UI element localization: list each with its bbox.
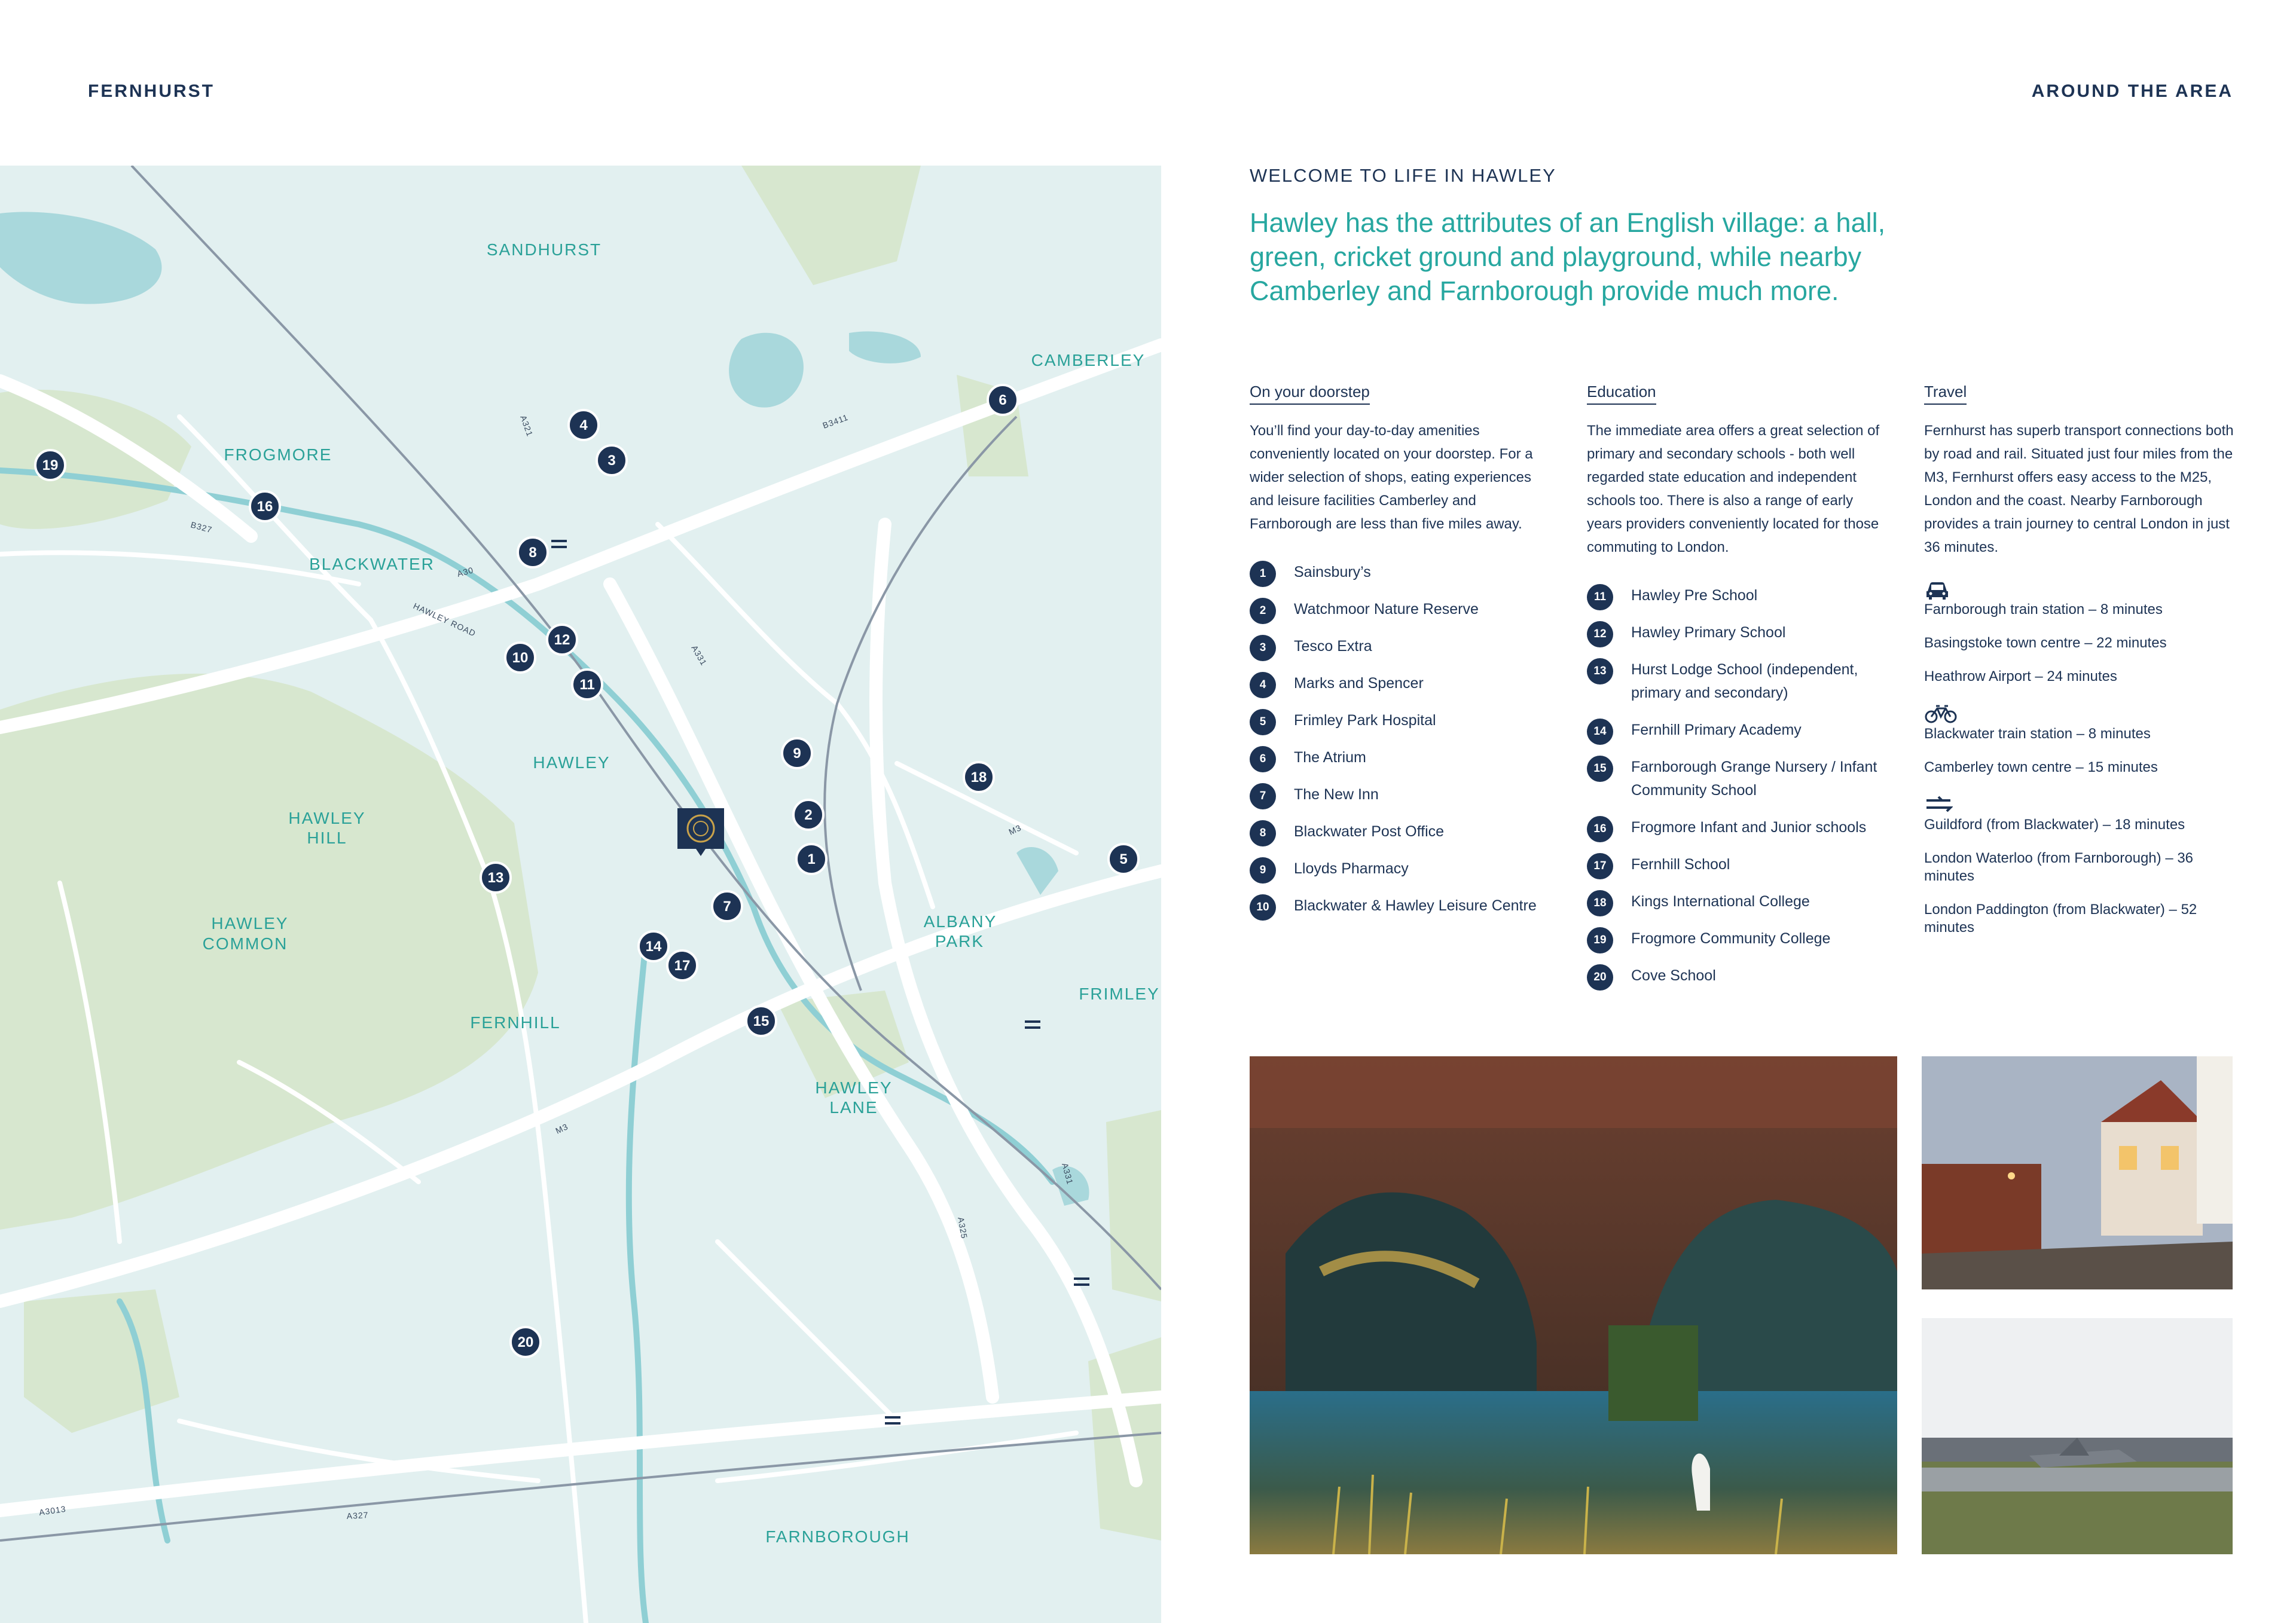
number-badge: 2 [1250, 598, 1276, 624]
list-item-label: Sainsbury’s [1294, 564, 1371, 580]
car-icon [1924, 577, 1950, 601]
travel-time-item: London Paddington (from Blackwater) – 52 minutes [1924, 901, 2197, 936]
travel-time-item: Basingstoke town centre – 22 minutes [1924, 635, 2167, 651]
place-label: HILL [307, 829, 347, 847]
map-pin[interactable] [746, 1006, 776, 1036]
road-label: A321 [518, 414, 535, 438]
doorstep-heading: On your doorstep [1250, 383, 1370, 405]
travel-time-item: London Waterloo (from Farnborough) – 36 minutes [1924, 850, 2194, 884]
list-item-label: Frimley Park Hospital [1294, 712, 1436, 729]
numbered-list-item [1250, 746, 1555, 769]
list-item-label: The New Inn [1294, 786, 1379, 803]
header-left: FERNHURST [88, 81, 215, 101]
map-pin[interactable] [964, 762, 994, 792]
number-badge: 14 [1587, 719, 1613, 745]
list-item-label: Cove School [1631, 967, 1716, 984]
number-badge: 4 [1250, 672, 1276, 698]
numbered-list-item [1587, 816, 1892, 839]
map-pin[interactable] [505, 643, 535, 673]
doorstep-body: You’ll find your day-to-day amenities conveniently located on your doorstep. For a wider selection of shops, eating experiences and leisure facilities Camberley and Farnborough are less than five miles away. [1250, 423, 1533, 532]
number-badge: 19 [1587, 927, 1613, 953]
map-pin[interactable] [569, 410, 599, 440]
map-pin[interactable] [1109, 844, 1138, 874]
numbered-list-item [1250, 672, 1555, 695]
map-pin[interactable] [712, 891, 742, 921]
number-badge: 9 [1250, 857, 1276, 884]
map-pin[interactable] [518, 537, 548, 567]
road-label: HAWLEY ROAD [411, 601, 478, 638]
map-pin[interactable] [639, 931, 668, 961]
map-pin[interactable] [35, 450, 65, 480]
travel-time-item: Blackwater train station – 8 minutes [1924, 726, 2151, 742]
svg-text:16: 16 [257, 499, 273, 515]
number-badge: 6 [1250, 746, 1276, 772]
number-badge: 15 [1587, 756, 1613, 782]
map-pin[interactable] [597, 445, 627, 475]
place-label: ALBANY [923, 912, 997, 931]
numbered-list-item [1587, 964, 1892, 988]
car-travel-group [1924, 577, 2235, 686]
schools-list [1587, 584, 1892, 988]
numbered-list-item [1250, 783, 1555, 806]
numbered-list-item [1250, 709, 1555, 732]
list-item-label: Marks and Spencer [1294, 675, 1424, 692]
map-pin[interactable] [481, 863, 511, 893]
place-label: FARNBOROUGH [765, 1527, 910, 1546]
svg-text:14: 14 [645, 939, 662, 955]
place-label: FRIMLEY [1079, 985, 1160, 1003]
numbered-list-item [1250, 894, 1555, 918]
place-label: SANDHURST [486, 240, 602, 259]
list-item-label: Blackwater Post Office [1294, 823, 1445, 840]
numbered-list-item [1587, 658, 1892, 705]
travel-column [1924, 383, 2235, 952]
map-graphic [0, 166, 1161, 1623]
place-label: LANE [829, 1098, 878, 1117]
number-badge: 17 [1587, 853, 1613, 879]
numbered-list-item [1587, 584, 1892, 607]
place-label: BLACKWATER [309, 555, 435, 573]
travel-time-item: Farnborough train station – 8 minutes [1924, 601, 2163, 618]
svg-text:7: 7 [723, 898, 731, 915]
intro-kicker: WELCOME TO LIFE IN HAWLEY [1250, 165, 1556, 186]
map-pin[interactable] [250, 491, 280, 521]
travel-time-item: Guildford (from Blackwater) – 18 minutes [1924, 817, 2185, 833]
map-pin[interactable] [796, 844, 826, 874]
number-badge: 7 [1250, 783, 1276, 809]
development-marker-icon [677, 808, 724, 856]
train-icon [1924, 792, 1953, 816]
doorstep-column [1250, 383, 1555, 931]
place-label: FERNHILL [470, 1013, 561, 1032]
svg-text:6: 6 [999, 392, 1007, 408]
road-label: A325 [956, 1216, 970, 1240]
numbered-list-item [1587, 890, 1892, 913]
bridge-river-photo [1250, 1056, 1897, 1554]
village-street-photo [1922, 1056, 2233, 1289]
numbered-list-item [1587, 719, 1892, 742]
list-item-label: Lloyds Pharmacy [1294, 860, 1409, 877]
number-badge: 10 [1250, 894, 1276, 921]
train-travel-list [1924, 816, 2235, 937]
place-label: FROGMORE [224, 445, 332, 464]
place-label: HAWLEY [815, 1078, 893, 1097]
road-label: A30 [456, 565, 475, 579]
numbered-list-item [1250, 857, 1555, 881]
road-label: M3 [554, 1121, 570, 1136]
number-badge: 13 [1587, 658, 1613, 684]
svg-text:13: 13 [487, 870, 504, 886]
travel-body: Fernhurst has superb transport connections both by road and rail. Situated just four miles from the M3, Fernhurst offers easy access to the M25, London and the coast. Nearby Farnborough provides a train journey to central London in just 36 minutes. [1924, 423, 2234, 555]
map-pin[interactable] [547, 625, 577, 655]
list-item-label: Kings International College [1631, 893, 1810, 910]
list-item-label: Hawley Primary School [1631, 624, 1786, 641]
map-pin[interactable] [667, 950, 697, 980]
road-label: A331 [689, 643, 709, 668]
number-badge: 5 [1250, 709, 1276, 735]
number-badge: 1 [1250, 561, 1276, 587]
number-badge: 3 [1250, 635, 1276, 661]
amenities-list [1250, 561, 1555, 918]
svg-text:4: 4 [579, 417, 588, 433]
intro-headline: Hawley has the attributes of an English village: a hall, green, cricket ground and playground, while nearby Camberley and Farnborough provide much more. [1250, 207, 1886, 306]
list-item-label: Fernhill School [1631, 856, 1730, 873]
number-badge: 12 [1587, 621, 1613, 647]
education-column [1587, 383, 1892, 1001]
map-pin[interactable] [793, 800, 823, 830]
number-badge: 20 [1587, 964, 1613, 991]
number-badge: 8 [1250, 820, 1276, 846]
road-label: M3 [1007, 823, 1023, 837]
list-item-label: Blackwater & Hawley Leisure Centre [1294, 897, 1537, 914]
train-travel-group [1924, 792, 2235, 937]
car-travel-list [1924, 601, 2235, 686]
education-body: The immediate area offers a great selection of primary and secondary schools - both well regarded state education and independent schools too. There is also a range of early years providers conveniently located for those commuting to London. [1587, 423, 1880, 555]
svg-text:11: 11 [579, 677, 595, 693]
numbered-list-item [1587, 756, 1892, 802]
bicycle-icon [1924, 701, 1958, 725]
svg-text:8: 8 [529, 545, 537, 561]
svg-text:1: 1 [807, 851, 816, 867]
map-pin[interactable] [782, 738, 812, 768]
place-label: HAWLEY [533, 753, 610, 772]
bike-travel-list [1924, 725, 2235, 777]
svg-text:10: 10 [512, 650, 529, 666]
numbered-list-item [1587, 927, 1892, 950]
numbered-list-item [1250, 561, 1555, 584]
list-item-label: The Atrium [1294, 749, 1366, 766]
airshow-photo [1922, 1318, 2233, 1554]
map-pin[interactable] [572, 670, 602, 699]
svg-text:19: 19 [42, 457, 59, 473]
map-pin[interactable] [511, 1327, 541, 1357]
svg-text:18: 18 [970, 769, 987, 785]
list-item-label: Fernhill Primary Academy [1631, 722, 1802, 738]
travel-heading: Travel [1924, 383, 1967, 405]
travel-time-item: Heathrow Airport – 24 minutes [1924, 668, 2117, 684]
map-pin[interactable] [988, 385, 1018, 415]
education-heading: Education [1587, 383, 1656, 405]
numbered-list-item [1587, 853, 1892, 876]
list-item-label: Hawley Pre School [1631, 587, 1758, 604]
svg-text:5: 5 [1119, 851, 1128, 867]
list-item-label: Tesco Extra [1294, 638, 1372, 655]
list-item-label: Farnborough Grange Nursery / Infant Community School [1631, 759, 1877, 799]
svg-text:9: 9 [793, 745, 801, 762]
road-label: B327 [190, 519, 213, 535]
numbered-list-item [1250, 635, 1555, 658]
list-item-label: Hurst Lodge School (independent, primary and secondary) [1631, 661, 1858, 701]
place-label: CAMBERLEY [1031, 351, 1146, 369]
list-item-label: Watchmoor Nature Reserve [1294, 601, 1479, 618]
svg-text:2: 2 [804, 807, 813, 823]
place-label: HAWLEY [211, 914, 289, 933]
svg-text:12: 12 [554, 632, 570, 648]
place-label: HAWLEY [288, 809, 366, 827]
travel-time-item: Camberley town centre – 15 minutes [1924, 759, 2158, 775]
svg-text:20: 20 [517, 1334, 534, 1350]
number-badge: 16 [1587, 816, 1613, 842]
place-label: PARK [935, 932, 985, 950]
numbered-list-item [1250, 820, 1555, 843]
road-label: B3411 [821, 412, 850, 430]
header-right: AROUND THE AREA [2031, 81, 2233, 101]
road-label: A331 [1060, 1162, 1076, 1186]
list-item-label: Frogmore Community College [1631, 930, 1831, 947]
place-label: COMMON [202, 934, 288, 953]
area-map [0, 166, 1161, 1623]
numbered-list-item [1587, 621, 1892, 644]
road-label: A3013 [38, 1503, 67, 1517]
road-label: A327 [346, 1510, 369, 1521]
bike-travel-group [1924, 701, 2235, 777]
svg-text:17: 17 [674, 958, 691, 974]
number-badge: 18 [1587, 890, 1613, 916]
list-item-label: Frogmore Infant and Junior schools [1631, 819, 1867, 836]
number-badge: 11 [1587, 584, 1613, 610]
numbered-list-item [1250, 598, 1555, 621]
svg-text:15: 15 [753, 1013, 770, 1029]
svg-text:3: 3 [607, 453, 616, 469]
